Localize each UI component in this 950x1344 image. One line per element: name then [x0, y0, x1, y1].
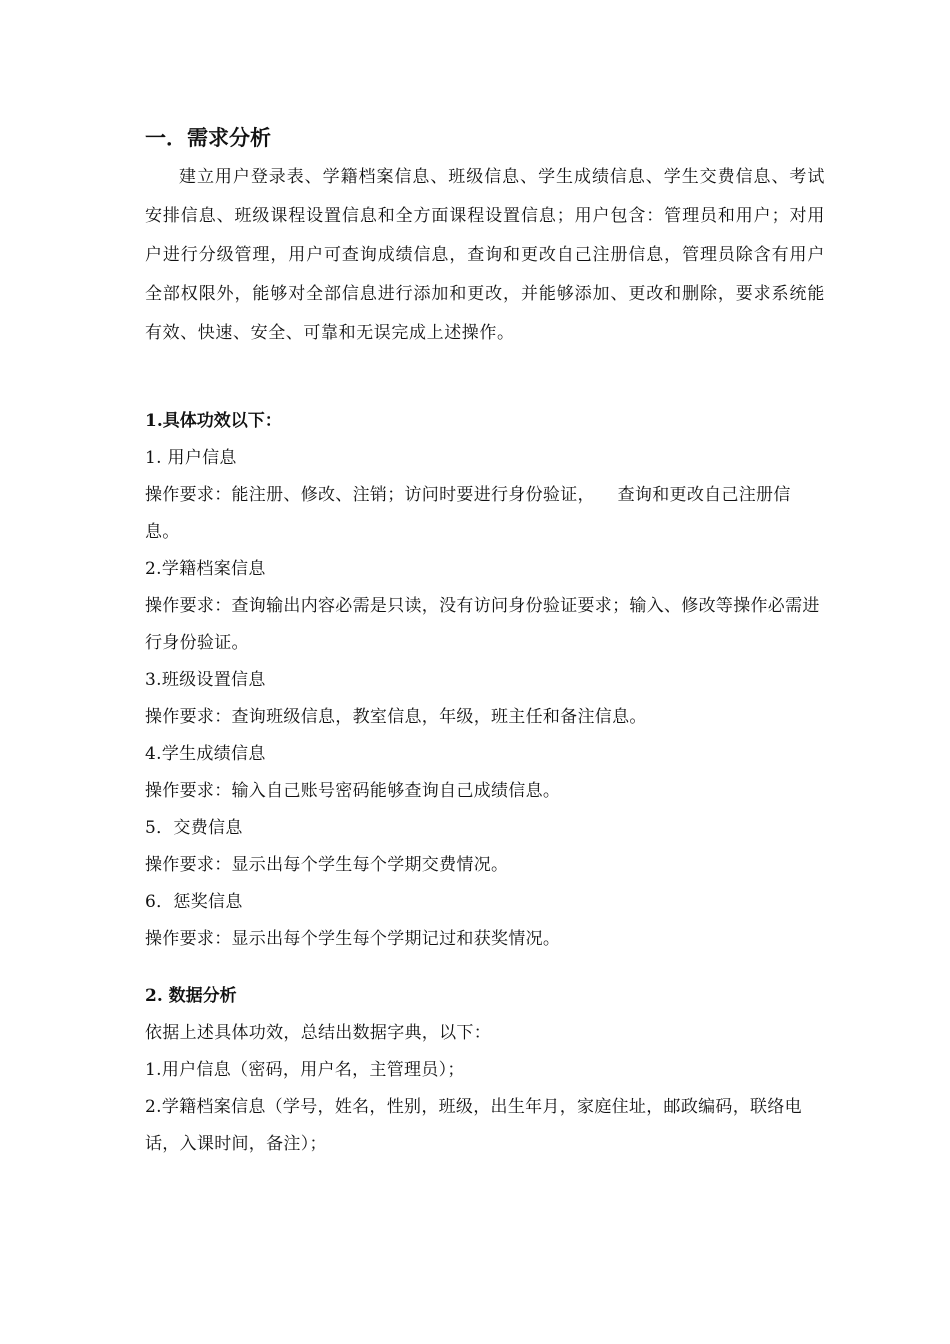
function-requirement: 操作要求：查询班级信息，教室信息，年级，班主任和备注信息。 — [145, 707, 647, 727]
function-requirement: 操作要求：输入自己账号密码能够查询自己成绩信息。 — [145, 781, 561, 801]
function-requirement: 操作要求：查询输出内容必需是只读，没有访问身份验证要求；输入、修改等操作必需进行身份验证。 — [145, 596, 820, 653]
function-requirement: 操作要求：显示出每个学生每个学期记过和获奖情况。 — [145, 929, 561, 949]
functions-heading: 1.具体功效以下： — [145, 411, 282, 431]
document-body — [145, 120, 825, 1163]
function-requirement: 操作要求：能注册、修改、注销；访问时要进行身份验证， 查询和更改自己注册信息。 — [145, 485, 791, 542]
data-analysis-intro: 依据上述具体功效，总结出数据字典，以下： — [145, 1023, 491, 1043]
function-title: 4.学生成绩信息 — [145, 744, 266, 764]
requirements-paragraph: 建立用户登录表、学籍档案信息、班级信息、学生成绩信息、学生交费信息、考试安排信息、班级课程设置信息和全方面课程设置信息；用户包含：管理员和用户；对用户进行分级管理，用户可查询成绩信息，查询和更改自己注册信息，管理员除含有用户全部权限外，能够对全部信息进行添加和更改，并能够添加、更改和删除，要求系统能有效、快速、安全、可靠和无误完成上述操作。 — [145, 167, 825, 343]
function-title: 2.学籍档案信息 — [145, 559, 266, 579]
function-title: 6．惩奖信息 — [145, 892, 243, 912]
function-title: 3.班级设置信息 — [145, 670, 266, 690]
function-requirement: 操作要求：显示出每个学生每个学期交费情况。 — [145, 855, 509, 875]
section-heading-requirements: 一．需求分析 — [145, 126, 271, 150]
data-dictionary-item: 2.学籍档案信息（学号，姓名，性别，班级，出生年月，家庭住址，邮政编码，联络电话，入课时间，备注）； — [145, 1097, 802, 1154]
data-dictionary-item: 1.用户信息（密码，用户名，主管理员）； — [145, 1060, 465, 1080]
data-analysis-heading: 2. 数据分析 — [145, 986, 237, 1006]
function-title: 5．交费信息 — [145, 818, 243, 838]
function-title: 1. 用户信息 — [145, 448, 237, 468]
